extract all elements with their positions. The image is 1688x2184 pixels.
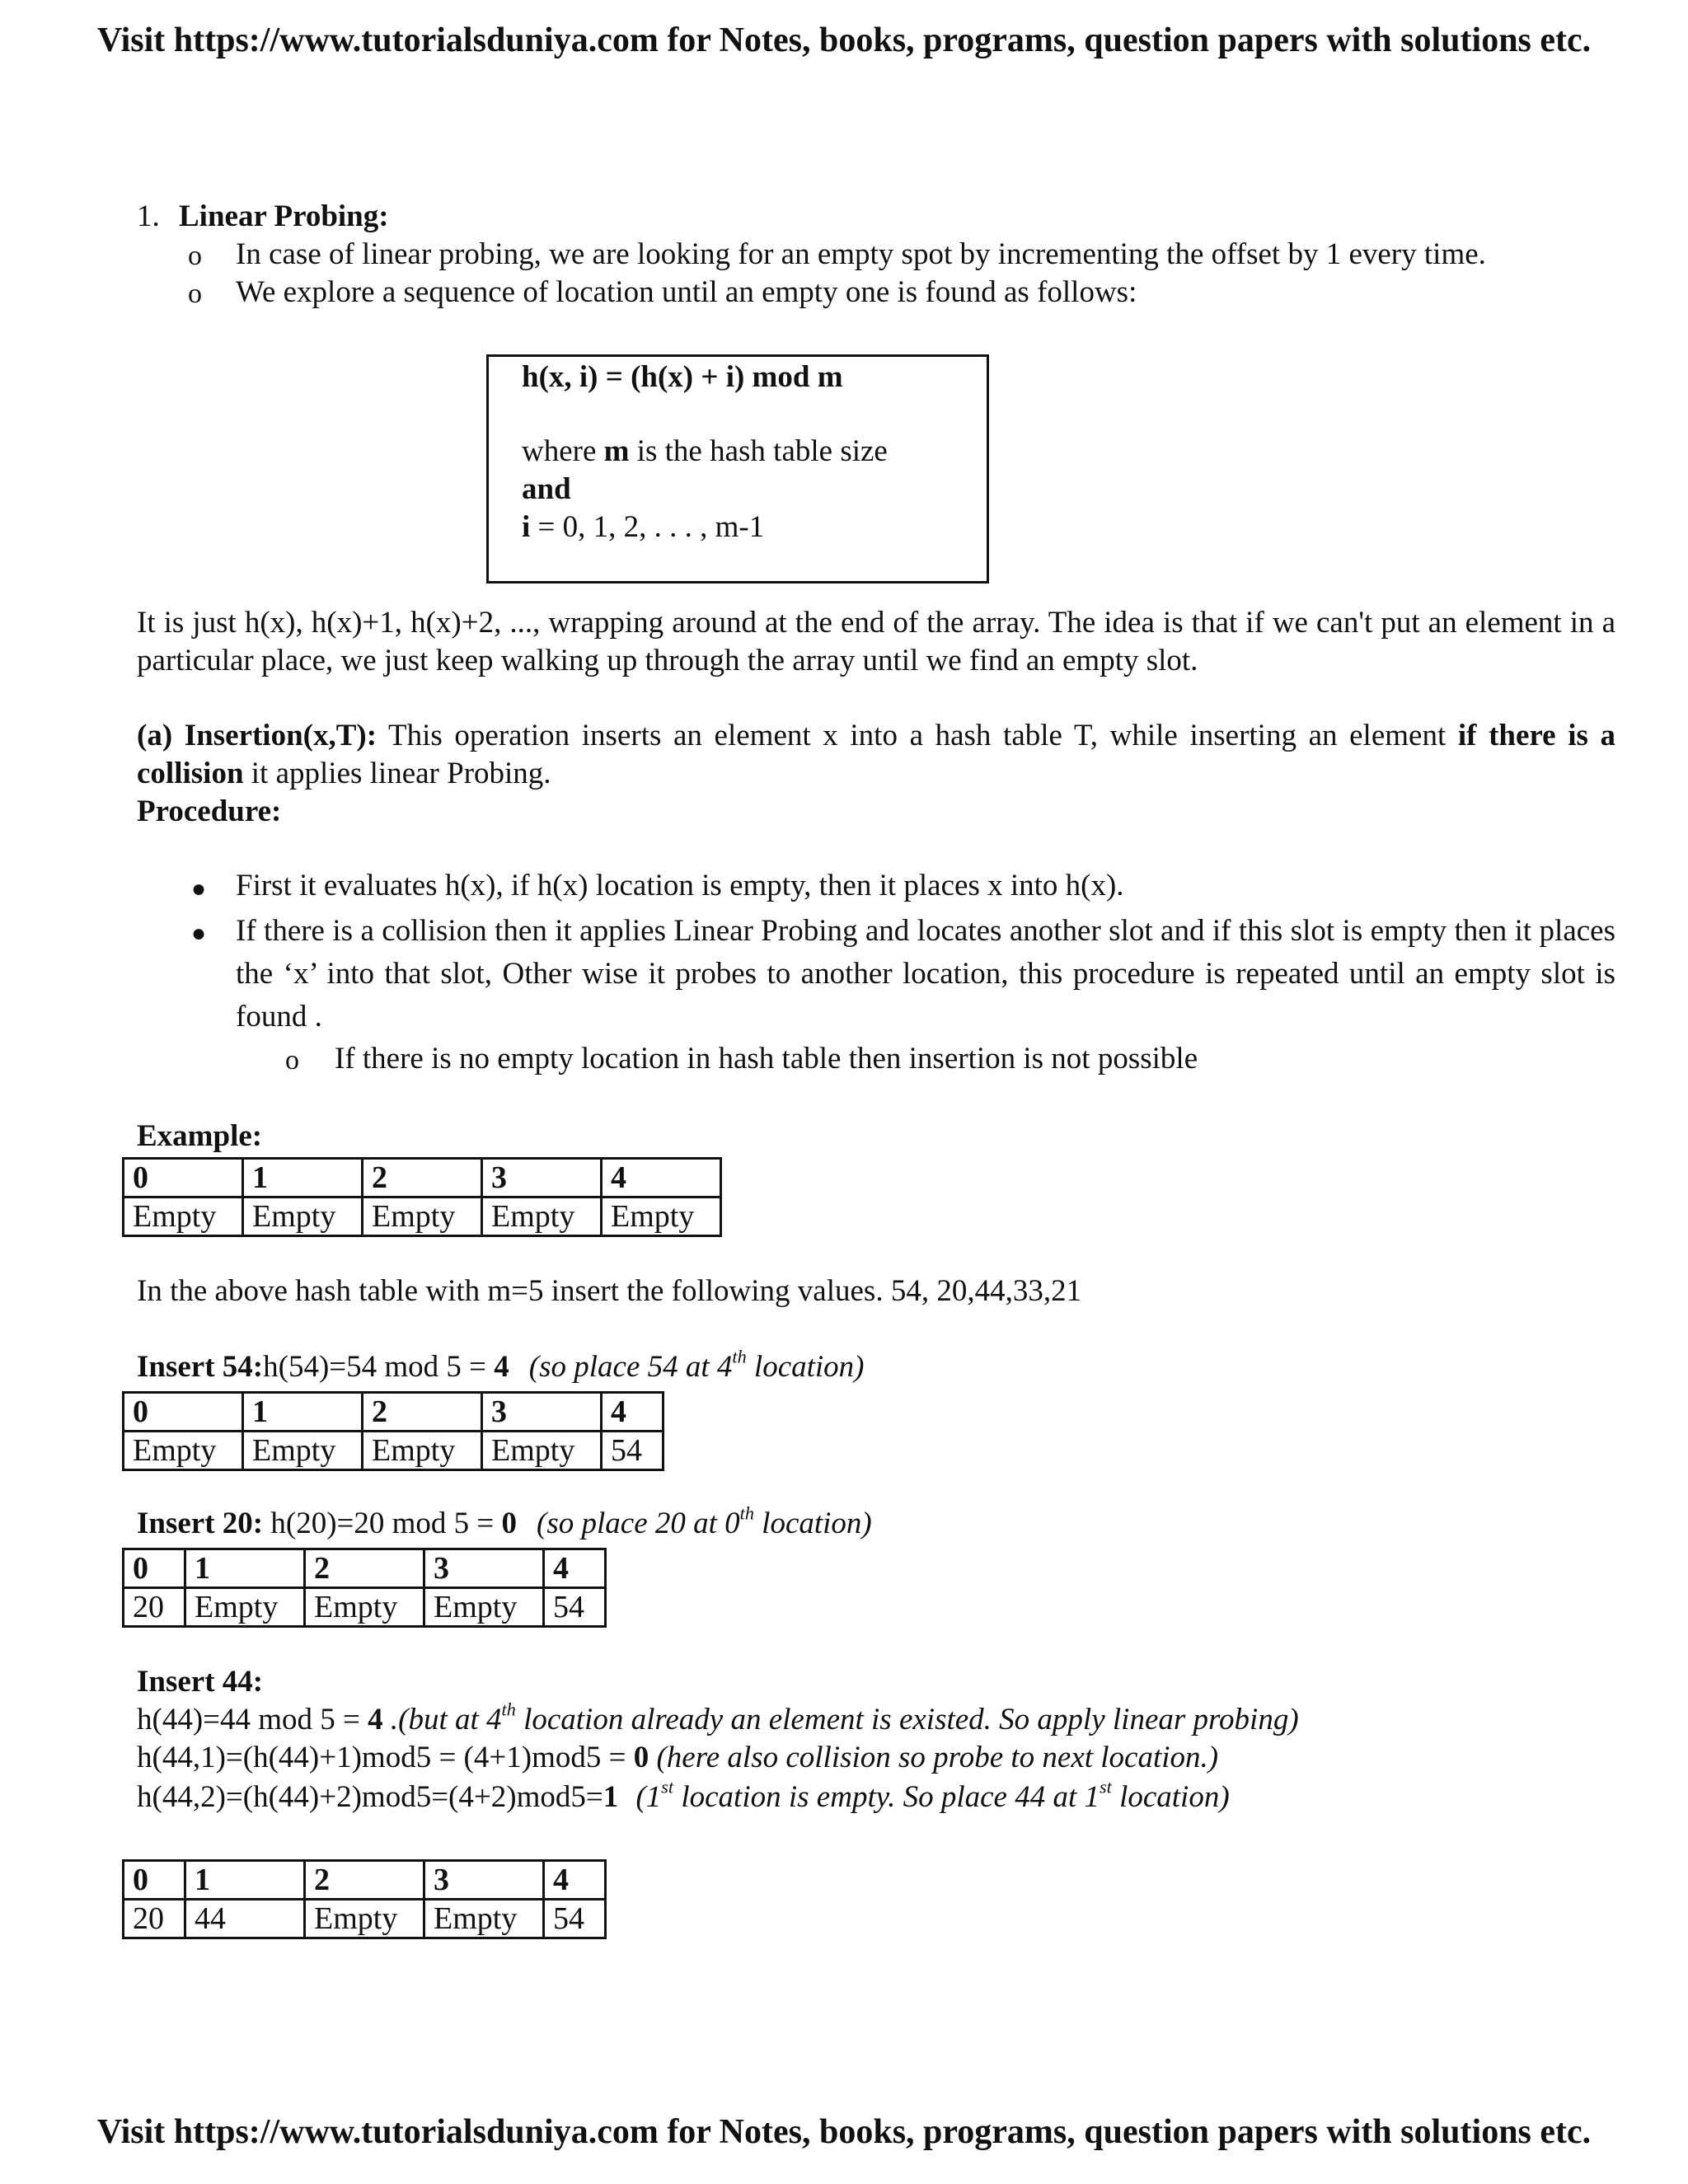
formula-where: where m is the hash table size xyxy=(522,434,888,468)
section-title: Linear Probing: xyxy=(179,199,389,233)
formula-main: h(x, i) = (h(x) + i) mod m xyxy=(522,360,843,394)
insert44-line-1: h(44)=44 mod 5 = 4 .(but at 4th location already an element is existed. So apply linear probing) xyxy=(137,1699,1299,1736)
section-number: 1. xyxy=(137,199,160,233)
insert44-label: Insert 44: xyxy=(137,1665,264,1699)
table-index: 0 xyxy=(124,1159,243,1197)
table-cell: Empty xyxy=(424,1900,544,1938)
table-index: 3 xyxy=(482,1393,602,1432)
table-cell: Empty xyxy=(124,1432,243,1470)
hash-table-after-54 xyxy=(122,1391,664,1471)
insert54-line: Insert 54:h(54)=54 mod 5 = 4 (so place 54 at 4th location) xyxy=(137,1346,865,1384)
table-cell: Empty xyxy=(305,1588,424,1627)
table-index: 1 xyxy=(243,1159,363,1197)
table-index: 2 xyxy=(363,1159,482,1197)
table-cell: Empty xyxy=(124,1197,243,1236)
table-cell: 54 xyxy=(544,1900,606,1938)
table-cell: Empty xyxy=(424,1588,544,1627)
example-description: In the above hash table with m=5 insert the following values. 54, 20,44,33,21 xyxy=(137,1274,1082,1308)
table-cell: Empty xyxy=(363,1197,482,1236)
insertion-paragraph: (a) Insertion(x,T): This operation inserts an element x into a hash table T, while inserting an element if there is a collision it applies linear Probing. xyxy=(137,719,1616,790)
table-cell: Empty xyxy=(243,1432,363,1470)
table-index: 1 xyxy=(185,1549,305,1588)
hash-table-initial xyxy=(122,1157,722,1237)
formula-and: and xyxy=(522,472,571,506)
table-cell: Empty xyxy=(482,1432,602,1470)
table-index: 4 xyxy=(544,1861,606,1900)
footer-banner: Visit https://www.tutorialsduniya.com for Notes, books, programs, question papers with solutions etc. xyxy=(96,2113,1592,2151)
table-index: 3 xyxy=(424,1861,544,1900)
example-label: Example: xyxy=(137,1119,263,1153)
table-index: 2 xyxy=(305,1861,424,1900)
table-index: 3 xyxy=(424,1549,544,1588)
table-cell: 44 xyxy=(185,1900,305,1938)
hash-table-after-20 xyxy=(122,1548,607,1628)
table-index: 2 xyxy=(363,1393,482,1432)
table-cell: Empty xyxy=(363,1432,482,1470)
formula-box xyxy=(486,354,989,583)
table-cell: Empty xyxy=(243,1197,363,1236)
procedure-bullet-1: First it evaluates h(x), if h(x) location is empty, then it places x into h(x). xyxy=(236,869,1124,902)
sub-bullet-marker: o xyxy=(188,241,202,271)
hash-table-after-44 xyxy=(122,1859,607,1939)
table-cell: Empty xyxy=(602,1197,721,1236)
insert44-line-2: h(44,1)=(h(44)+1)mod5 = (4+1)mod5 = 0 (here also collision so probe to next location.) xyxy=(137,1741,1219,1774)
bullet-marker: ● xyxy=(191,920,207,947)
table-cell: 54 xyxy=(602,1432,663,1470)
table-index: 3 xyxy=(482,1159,602,1197)
table-index: 4 xyxy=(602,1393,663,1432)
table-index: 2 xyxy=(305,1549,424,1588)
sub-bullet-2: We explore a sequence of location until an empty one is found as follows: xyxy=(236,275,1137,309)
table-cell: Empty xyxy=(305,1900,424,1938)
intro-paragraph: It is just h(x), h(x)+1, h(x)+2, ..., wrapping around at the end of the array. The idea is that if we can't put an element in a particular place, we just keep walking up through the array until we find an empty slot. xyxy=(137,606,1615,677)
sub-bullet-marker: o xyxy=(188,279,202,309)
table-index: 0 xyxy=(124,1549,185,1588)
table-cell: Empty xyxy=(185,1588,305,1627)
table-cell: 20 xyxy=(124,1588,185,1627)
formula-i-range: i = 0, 1, 2, . . . , m-1 xyxy=(522,510,765,544)
table-index: 4 xyxy=(544,1549,606,1588)
sub-bullet-marker: o xyxy=(285,1045,299,1076)
table-cell: 54 xyxy=(544,1588,606,1627)
sub-bullet-1: In case of linear probing, we are looking for an empty spot by incrementing the offset by 1 every time. xyxy=(236,237,1486,271)
table-index: 1 xyxy=(185,1861,305,1900)
procedure-bullet-2: If there is a collision then it applies Linear Probing and locates another slot and if this slot is empty then it places the ‘x’ into that slot, Other wise it probes to another location, this procedure is repeated until an empty slot is found . xyxy=(236,914,1615,1033)
table-index: 1 xyxy=(243,1393,363,1432)
table-index: 4 xyxy=(602,1159,721,1197)
insert44-line-3: h(44,2)=(h(44)+2)mod5=(4+2)mod5=1 (1st location is empty. So place 44 at 1st location) xyxy=(137,1776,1230,1814)
table-index: 0 xyxy=(124,1393,243,1432)
insert20-line: Insert 20: h(20)=20 mod 5 = 0 (so place 20 at 0th location) xyxy=(137,1502,872,1540)
section-heading xyxy=(137,198,389,236)
bullet-marker: ● xyxy=(191,875,207,902)
table-cell: Empty xyxy=(482,1197,602,1236)
header-banner: Visit https://www.tutorialsduniya.com for Notes, books, programs, question papers with solutions etc. xyxy=(96,21,1592,59)
procedure-label: Procedure: xyxy=(137,794,282,828)
table-cell: 20 xyxy=(124,1900,185,1938)
procedure-sub-bullet: If there is no empty location in hash table then insertion is not possible xyxy=(335,1042,1198,1076)
table-index: 0 xyxy=(124,1861,185,1900)
